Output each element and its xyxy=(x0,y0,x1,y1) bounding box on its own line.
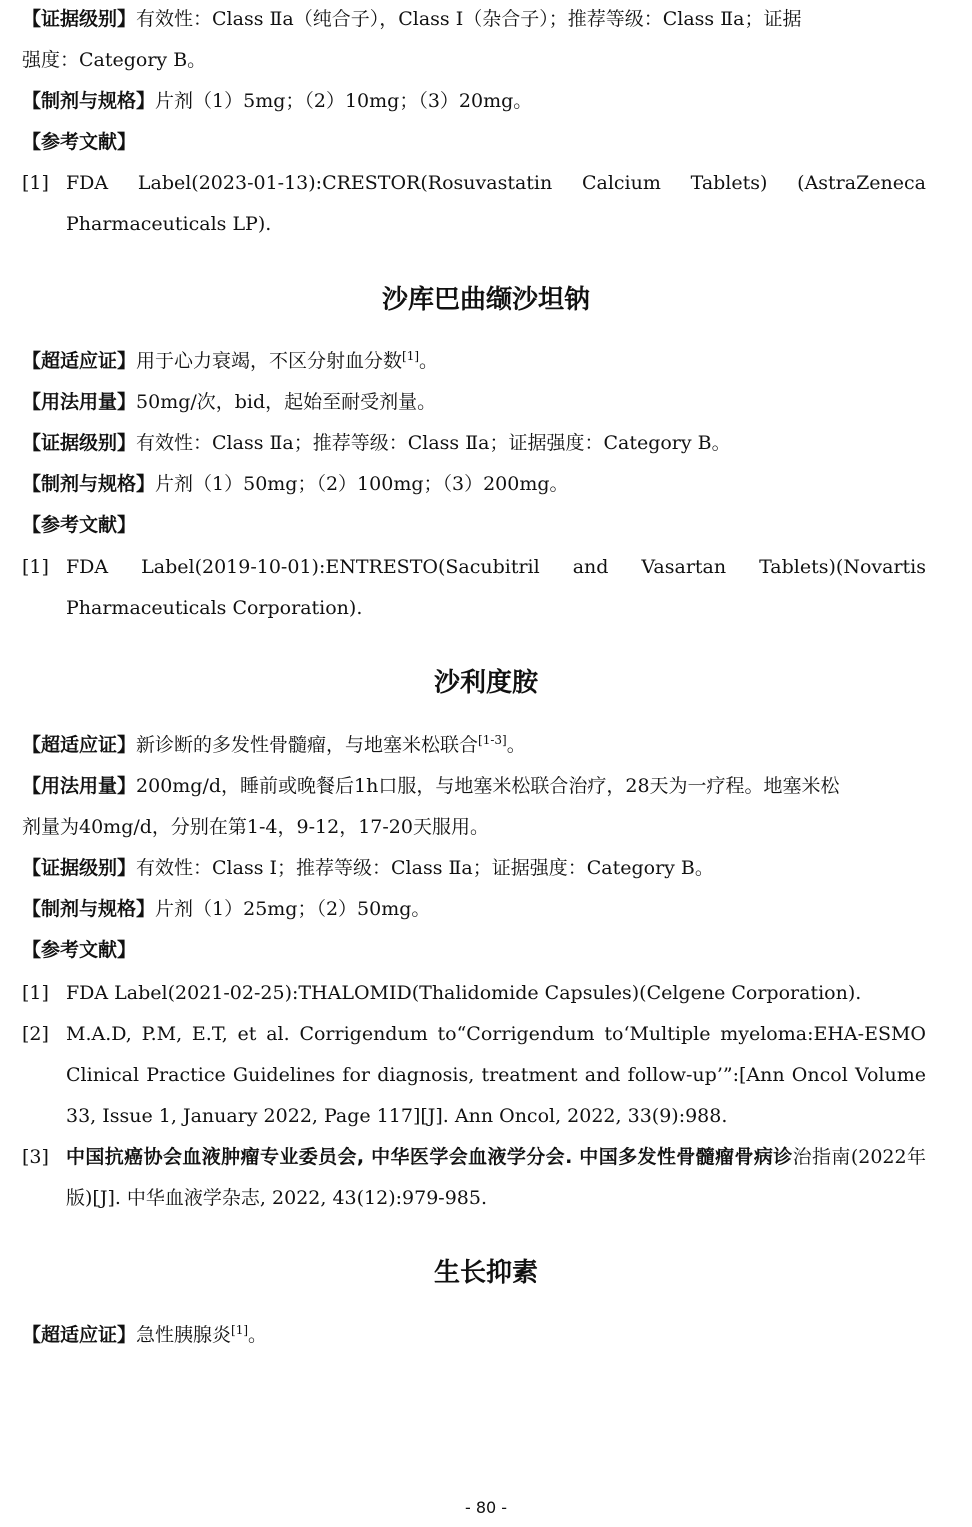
references-heading: 【参考文献】 xyxy=(22,939,137,961)
indication-line xyxy=(22,1323,926,1347)
evidence-text: 有效性：Class Ⅱa；推荐等级：Class Ⅱa；证据强度：Category B。 xyxy=(136,432,731,454)
drug-title: 生长抑素 xyxy=(433,1258,538,1288)
indication-label: 【超适应证】 xyxy=(22,1324,137,1346)
dosage-text: 50mg/次，bid，起始至耐受剂量。 xyxy=(136,391,437,413)
citation-sup: [1] xyxy=(402,349,420,363)
reference-number: [1] xyxy=(22,556,49,578)
reference-number: [2] xyxy=(22,1023,49,1045)
reference-text: M.A.D, P.M, E.T, et al. Corrigendum to“Corrigendum to‘Multiple myeloma:EHA-ESMO Clinical Practice Guidelines for diagnosis, treatment and follow-up’”:[Ann Oncol Volume 33, Issue 1, January 2022, Page 117][J]. Ann Oncol, 2022, 33(9):988. xyxy=(66,1023,926,1127)
evidence-label: 【证据级别】 xyxy=(22,432,137,454)
spec-text: 片剂（1）25mg；（2）50mg。 xyxy=(155,898,431,920)
indication-text: 新诊断的多发性骨髓瘤，与地塞米松联合 xyxy=(136,734,479,756)
reference-text xyxy=(66,1137,926,1219)
dosage-label: 【用法用量】 xyxy=(22,775,137,797)
references-heading: 【参考文献】 xyxy=(22,131,137,153)
indication-text: 急性胰腺炎 xyxy=(136,1324,232,1346)
spec-label: 【制剂与规格】 xyxy=(22,90,156,112)
evidence-line xyxy=(22,431,926,455)
reference-text: FDA Label(2019-10-01):ENTRESTO(Sacubitril and Vasartan Tablets)(Novartis Pharmaceuticals Corporation). xyxy=(66,556,926,619)
dosage-text: 200mg/d，睡前或晚餐后1h口服，与地塞米松联合治疗，28天为一疗程。地塞米松 xyxy=(136,775,840,797)
evidence-label: 【证据级别】 xyxy=(22,857,137,879)
dosage-label: 【用法用量】 xyxy=(22,391,137,413)
spec-label: 【制剂与规格】 xyxy=(22,898,156,920)
spec-line xyxy=(22,897,926,921)
reference-number: [3] xyxy=(22,1146,49,1168)
indication-line xyxy=(22,349,926,373)
evidence-label: 【证据级别】 xyxy=(22,8,137,30)
evidence-line-cont: 强度：Category B。 xyxy=(22,49,207,71)
reference-authors: 中国抗癌协会血液肿瘤专业委员会, 中华医学会血液学分会. 中国多发性骨髓瘤骨病诊 xyxy=(66,1146,793,1168)
page-number: - 80 - xyxy=(464,1498,508,1517)
reference-item xyxy=(22,555,926,625)
indication-end: 。 xyxy=(419,350,439,372)
evidence-line xyxy=(22,856,926,880)
dosage-line-cont: 剂量为40mg/d，分别在第1-4，9-12，17-20天服用。 xyxy=(22,816,489,838)
dosage-line xyxy=(22,390,926,414)
reference-text: FDA Label(2021-02-25):THALOMID(Thalidomide Capsules)(Celgene Corporation). xyxy=(66,982,862,1004)
indication-label: 【超适应证】 xyxy=(22,734,137,756)
reference-text: FDA Label(2023-01-13):CRESTOR(Rosuvastatin Calcium Tablets) (AstraZeneca Pharmaceuticals LP). xyxy=(66,172,926,235)
reference-item xyxy=(22,981,926,1011)
spec-text: 片剂（1）5mg；（2）10mg；（3）20mg。 xyxy=(155,90,533,112)
indication-label: 【超适应证】 xyxy=(22,350,137,372)
reference-item xyxy=(22,1145,926,1215)
reference-number: [1] xyxy=(22,982,49,1004)
references-heading: 【参考文献】 xyxy=(22,514,137,536)
reference-item xyxy=(22,1022,926,1134)
spec-text: 片剂（1）50mg；（2）100mg；（3）200mg。 xyxy=(155,473,569,495)
indication-end: 。 xyxy=(248,1324,268,1346)
reference-number: [1] xyxy=(22,172,49,194)
spec-line xyxy=(22,89,926,113)
spec-label: 【制剂与规格】 xyxy=(22,473,156,495)
dosage-line xyxy=(22,774,926,798)
indication-end: 。 xyxy=(506,734,526,756)
evidence-text: 有效性：Class Ⅱa（纯合子），Class Ⅰ（杂合子）；推荐等级：Class Ⅱa；证据 xyxy=(136,8,802,30)
reference-item xyxy=(22,171,926,241)
evidence-text: 有效性：Class Ⅰ；推荐等级：Class Ⅱa；证据强度：Category B。 xyxy=(136,857,714,879)
citation-sup: [1-3] xyxy=(478,733,507,747)
citation-sup: [1] xyxy=(231,1323,249,1337)
indication-text: 用于心力衰竭，不区分射血分数 xyxy=(136,350,403,372)
drug-title: 沙利度胺 xyxy=(433,668,538,698)
reference-title: 治指南(2022年版)[J]. 中华血液学杂志, 2022, 43(12):979-985. xyxy=(66,1146,926,1209)
evidence-line xyxy=(22,7,926,31)
spec-line xyxy=(22,472,926,496)
indication-line xyxy=(22,733,926,757)
drug-title: 沙库巴曲缬沙坦钠 xyxy=(381,285,590,315)
